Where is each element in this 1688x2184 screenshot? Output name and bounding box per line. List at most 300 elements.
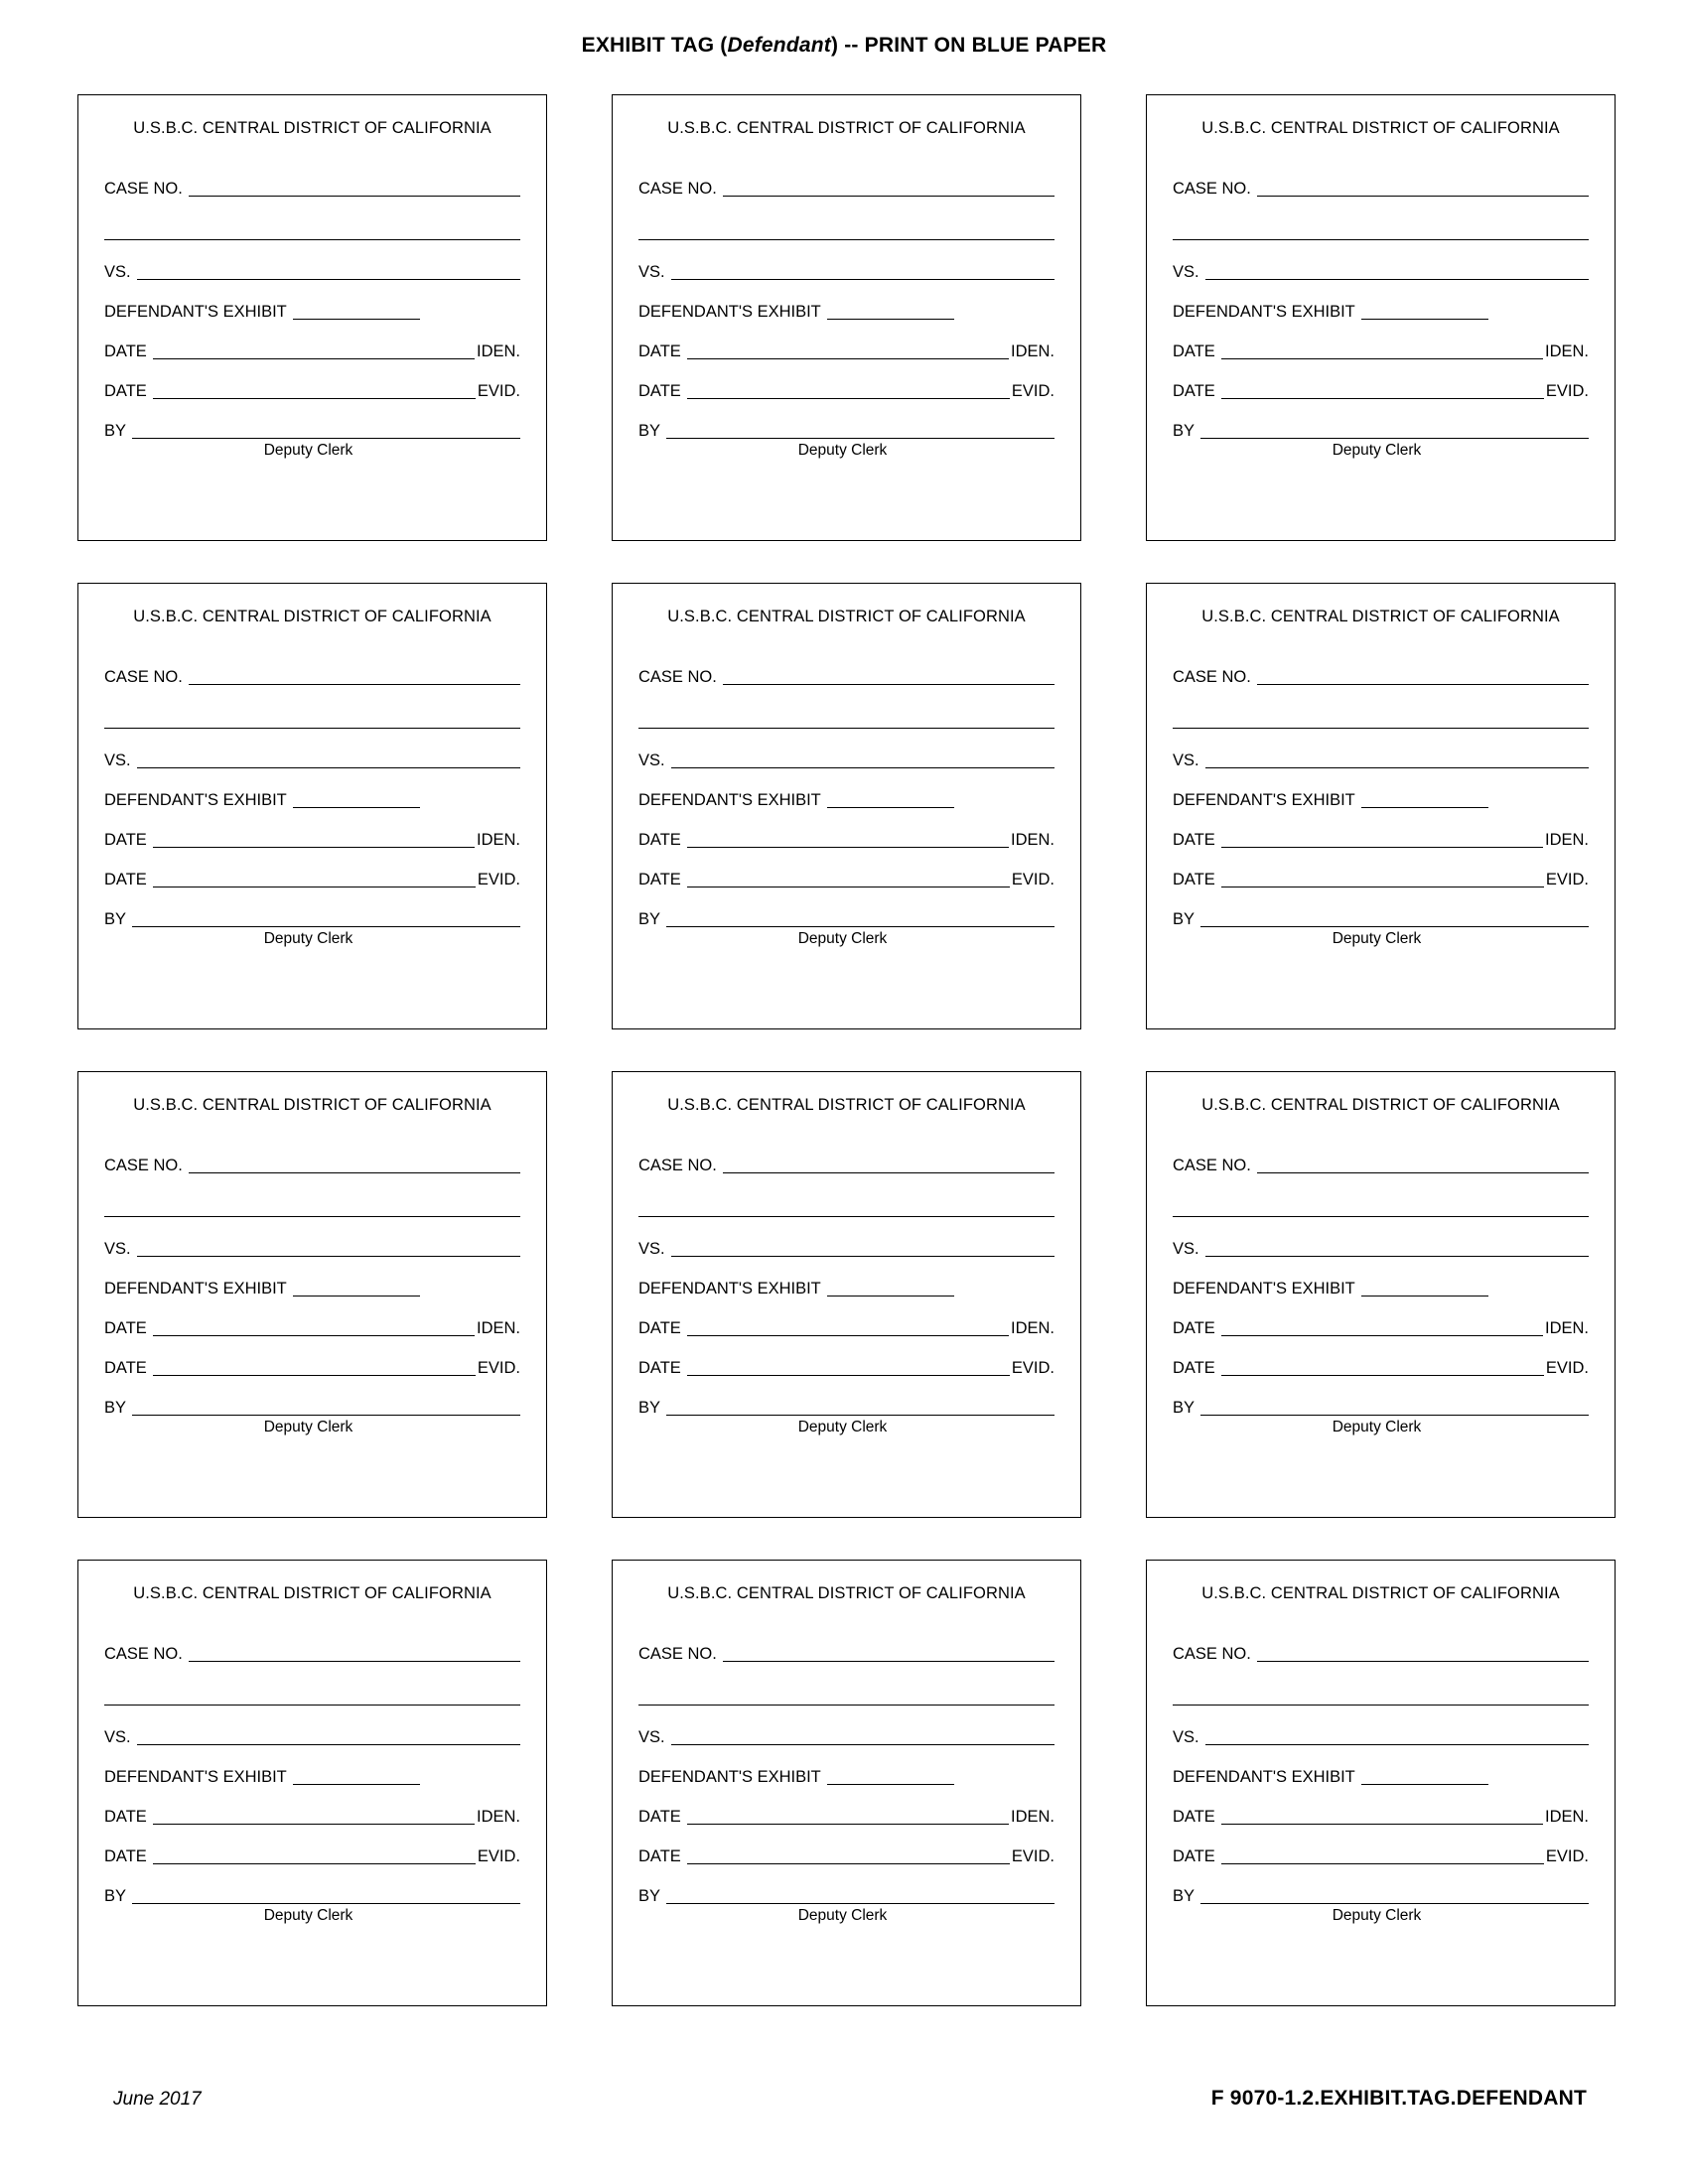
by-signature-field[interactable] — [1200, 1889, 1589, 1904]
date-evid-label: DATE — [1173, 381, 1215, 400]
exhibit-label: DEFENDANT'S EXHIBIT — [104, 302, 287, 321]
date-evid-row — [1173, 359, 1589, 399]
vs-row — [1173, 1217, 1589, 1257]
evid-label: EVID. — [477, 1846, 520, 1865]
date-evid-row — [104, 1825, 520, 1864]
vs-label: VS. — [104, 262, 131, 281]
case-no-row — [638, 645, 1055, 685]
by-row — [104, 1864, 520, 1904]
by-row — [104, 399, 520, 439]
deputy-clerk-caption: Deputy Clerk — [1332, 930, 1422, 947]
tag-court-heading: U.S.B.C. CENTRAL DISTRICT OF CALIFORNIA — [1201, 608, 1560, 625]
case-no-field[interactable] — [723, 1159, 1055, 1173]
date-iden-label: DATE — [1173, 830, 1215, 849]
vs-row — [1173, 729, 1589, 768]
date-iden-label: DATE — [104, 341, 147, 360]
date-iden-field[interactable] — [687, 833, 1009, 848]
page-title-italic: Defendant — [727, 34, 831, 57]
iden-label: IDEN. — [476, 1807, 520, 1826]
vs-field[interactable] — [671, 265, 1055, 280]
iden-label: IDEN. — [476, 341, 520, 360]
by-label: BY — [104, 421, 127, 440]
exhibit-label: DEFENDANT'S EXHIBIT — [1173, 1767, 1355, 1786]
case-no-continuation-field[interactable] — [638, 1691, 1055, 1706]
case-no-field[interactable] — [189, 182, 520, 197]
case-no-row — [638, 1134, 1055, 1173]
case-no-continuation-field[interactable] — [1173, 1202, 1589, 1217]
vs-label: VS. — [104, 1239, 131, 1258]
date-evid-label: DATE — [638, 1846, 681, 1865]
case-no-label: CASE NO. — [104, 667, 183, 686]
footer-date: June 2017 — [113, 2089, 202, 2110]
iden-label: IDEN. — [1010, 1318, 1055, 1337]
case-no-field[interactable] — [1257, 1159, 1589, 1173]
evid-label: EVID. — [1011, 870, 1055, 888]
case-no-continuation-row — [638, 685, 1055, 729]
vs-row — [104, 1706, 520, 1745]
by-signature-field[interactable] — [132, 1889, 520, 1904]
exhibit-label: DEFENDANT'S EXHIBIT — [638, 302, 821, 321]
exhibit-tag — [1146, 1560, 1616, 2006]
date-iden-row — [104, 1785, 520, 1825]
deputy-clerk-caption: Deputy Clerk — [797, 442, 888, 459]
date-iden-label: DATE — [638, 1807, 681, 1826]
date-iden-field[interactable] — [1221, 833, 1543, 848]
case-no-continuation-field[interactable] — [638, 714, 1055, 729]
date-iden-field[interactable] — [1221, 1321, 1543, 1336]
vs-row — [104, 1217, 520, 1257]
tag-court-heading: U.S.B.C. CENTRAL DISTRICT OF CALIFORNIA — [1201, 1584, 1560, 1602]
exhibit-tag — [77, 583, 547, 1029]
deputy-clerk-caption: Deputy Clerk — [263, 442, 353, 459]
vs-row — [1173, 240, 1589, 280]
iden-label: IDEN. — [1544, 1807, 1589, 1826]
date-evid-field[interactable] — [687, 1361, 1010, 1376]
by-row — [638, 399, 1055, 439]
iden-label: IDEN. — [476, 1318, 520, 1337]
by-signature-field[interactable] — [132, 1401, 520, 1416]
exhibit-field[interactable] — [293, 305, 420, 320]
case-no-continuation-row — [638, 1173, 1055, 1217]
page-title — [77, 34, 1611, 58]
exhibit-field[interactable] — [293, 1282, 420, 1297]
date-evid-label: DATE — [104, 870, 147, 888]
tag-court-heading: U.S.B.C. CENTRAL DISTRICT OF CALIFORNIA — [667, 1584, 1026, 1602]
date-evid-row — [104, 359, 520, 399]
case-no-label: CASE NO. — [1173, 179, 1251, 198]
by-row — [1173, 1864, 1589, 1904]
iden-label: IDEN. — [1544, 830, 1589, 849]
evid-label: EVID. — [1011, 1358, 1055, 1377]
vs-label: VS. — [1173, 751, 1199, 769]
vs-field[interactable] — [137, 265, 520, 280]
case-no-field[interactable] — [723, 670, 1055, 685]
exhibit-tag — [612, 1560, 1081, 2006]
exhibit-row — [104, 768, 520, 808]
exhibit-row — [638, 1257, 1055, 1297]
exhibit-row — [1173, 1745, 1589, 1785]
case-no-field[interactable] — [1257, 1647, 1589, 1662]
exhibit-tag — [1146, 583, 1616, 1029]
vs-field[interactable] — [137, 1730, 520, 1745]
deputy-clerk-caption: Deputy Clerk — [1332, 442, 1422, 459]
evid-label: EVID. — [1545, 1358, 1589, 1377]
date-evid-field[interactable] — [1221, 384, 1544, 399]
exhibit-row — [1173, 768, 1589, 808]
by-signature-field[interactable] — [1200, 424, 1589, 439]
exhibit-tag — [612, 94, 1081, 541]
evid-label: EVID. — [1545, 381, 1589, 400]
exhibit-label: DEFENDANT'S EXHIBIT — [638, 1279, 821, 1297]
date-iden-row — [638, 320, 1055, 359]
case-no-field[interactable] — [1257, 670, 1589, 685]
date-iden-field[interactable] — [687, 1321, 1009, 1336]
by-label: BY — [638, 1398, 661, 1417]
date-iden-row — [104, 808, 520, 848]
date-evid-field[interactable] — [1221, 1361, 1544, 1376]
date-evid-field[interactable] — [1221, 1849, 1544, 1864]
deputy-clerk-caption: Deputy Clerk — [263, 1907, 353, 1924]
date-evid-field[interactable] — [153, 1361, 476, 1376]
date-iden-label: DATE — [104, 1318, 147, 1337]
exhibit-label: DEFENDANT'S EXHIBIT — [638, 790, 821, 809]
vs-label: VS. — [638, 1727, 665, 1746]
case-no-continuation-field[interactable] — [638, 225, 1055, 240]
vs-field[interactable] — [1205, 1242, 1589, 1257]
date-iden-field[interactable] — [687, 1810, 1009, 1825]
case-no-label: CASE NO. — [104, 1156, 183, 1174]
date-evid-field[interactable] — [687, 1849, 1010, 1864]
by-row — [1173, 887, 1589, 927]
exhibit-row — [104, 1257, 520, 1297]
case-no-label: CASE NO. — [104, 179, 183, 198]
case-no-row — [104, 645, 520, 685]
vs-label: VS. — [1173, 1727, 1199, 1746]
by-signature-field[interactable] — [666, 1889, 1055, 1904]
date-evid-label: DATE — [104, 1358, 147, 1377]
vs-field[interactable] — [671, 1730, 1055, 1745]
exhibit-tag — [77, 1071, 547, 1518]
iden-label: IDEN. — [1544, 1318, 1589, 1337]
case-no-row — [638, 157, 1055, 197]
exhibit-field[interactable] — [1361, 1770, 1488, 1785]
by-row — [638, 887, 1055, 927]
date-iden-label: DATE — [638, 1318, 681, 1337]
case-no-continuation-row — [638, 197, 1055, 240]
date-iden-label: DATE — [638, 341, 681, 360]
date-evid-label: DATE — [638, 381, 681, 400]
case-no-continuation-row — [104, 197, 520, 240]
vs-label: VS. — [1173, 1239, 1199, 1258]
by-row — [104, 887, 520, 927]
case-no-continuation-field[interactable] — [638, 1202, 1055, 1217]
date-evid-field[interactable] — [687, 384, 1010, 399]
date-iden-field[interactable] — [153, 1810, 475, 1825]
date-evid-row — [1173, 1336, 1589, 1376]
date-evid-field[interactable] — [687, 873, 1010, 887]
date-iden-row — [1173, 1785, 1589, 1825]
case-no-continuation-row — [1173, 1173, 1589, 1217]
vs-row — [638, 1706, 1055, 1745]
case-no-continuation-field[interactable] — [104, 714, 520, 729]
case-no-label: CASE NO. — [638, 1156, 717, 1174]
date-evid-label: DATE — [1173, 1358, 1215, 1377]
by-label: BY — [638, 421, 661, 440]
date-iden-row — [1173, 1297, 1589, 1336]
page-title-suffix: ) -- PRINT ON BLUE PAPER — [830, 34, 1107, 57]
exhibit-label: DEFENDANT'S EXHIBIT — [104, 1279, 287, 1297]
date-evid-label: DATE — [104, 381, 147, 400]
case-no-continuation-row — [1173, 197, 1589, 240]
evid-label: EVID. — [1545, 1846, 1589, 1865]
case-no-continuation-row — [638, 1662, 1055, 1706]
vs-field[interactable] — [1205, 1730, 1589, 1745]
vs-row — [638, 1217, 1055, 1257]
deputy-clerk-caption: Deputy Clerk — [1332, 1907, 1422, 1924]
vs-label: VS. — [104, 1727, 131, 1746]
vs-row — [1173, 1706, 1589, 1745]
by-label: BY — [638, 1886, 661, 1905]
case-no-label: CASE NO. — [638, 179, 717, 198]
exhibit-row — [104, 1745, 520, 1785]
exhibit-row — [638, 768, 1055, 808]
date-iden-label: DATE — [1173, 1318, 1215, 1337]
by-row — [1173, 399, 1589, 439]
case-no-continuation-row — [104, 1173, 520, 1217]
exhibit-row — [1173, 1257, 1589, 1297]
by-row — [638, 1376, 1055, 1416]
date-iden-label: DATE — [104, 1807, 147, 1826]
iden-label: IDEN. — [1010, 341, 1055, 360]
vs-field[interactable] — [137, 1242, 520, 1257]
exhibit-field[interactable] — [827, 1770, 954, 1785]
evid-label: EVID. — [1011, 381, 1055, 400]
page-footer — [77, 2087, 1611, 2111]
exhibit-label: DEFENDANT'S EXHIBIT — [638, 1767, 821, 1786]
case-no-label: CASE NO. — [638, 667, 717, 686]
date-evid-row — [638, 848, 1055, 887]
by-label: BY — [1173, 1398, 1196, 1417]
tag-court-heading: U.S.B.C. CENTRAL DISTRICT OF CALIFORNIA — [1201, 119, 1560, 137]
case-no-continuation-row — [1173, 1662, 1589, 1706]
exhibit-label: DEFENDANT'S EXHIBIT — [104, 790, 287, 809]
date-evid-row — [638, 1336, 1055, 1376]
iden-label: IDEN. — [1544, 341, 1589, 360]
deputy-clerk-caption: Deputy Clerk — [797, 1907, 888, 1924]
by-row — [1173, 1376, 1589, 1416]
exhibit-tag — [1146, 1071, 1616, 1518]
deputy-clerk-caption: Deputy Clerk — [797, 1419, 888, 1435]
case-no-continuation-field[interactable] — [104, 1691, 520, 1706]
by-label: BY — [104, 1886, 127, 1905]
case-no-row — [104, 1134, 520, 1173]
by-row — [638, 1864, 1055, 1904]
exhibit-field[interactable] — [293, 1770, 420, 1785]
date-iden-row — [104, 320, 520, 359]
exhibit-row — [638, 1745, 1055, 1785]
case-no-row — [1173, 1134, 1589, 1173]
iden-label: IDEN. — [476, 830, 520, 849]
evid-label: EVID. — [1011, 1846, 1055, 1865]
footer-form-code: F 9070-1.2.EXHIBIT.TAG.DEFENDANT — [1210, 2087, 1587, 2110]
vs-row — [638, 240, 1055, 280]
vs-label: VS. — [104, 751, 131, 769]
case-no-continuation-field[interactable] — [104, 1202, 520, 1217]
exhibit-tag-grid — [77, 94, 1611, 2006]
by-signature-field[interactable] — [132, 912, 520, 927]
tag-court-heading: U.S.B.C. CENTRAL DISTRICT OF CALIFORNIA — [133, 1584, 492, 1602]
case-no-row — [104, 1622, 520, 1662]
case-no-continuation-row — [1173, 685, 1589, 729]
date-iden-field[interactable] — [153, 1321, 475, 1336]
date-evid-field[interactable] — [1221, 873, 1544, 887]
tag-court-heading: U.S.B.C. CENTRAL DISTRICT OF CALIFORNIA — [667, 1096, 1026, 1114]
case-no-field[interactable] — [723, 1647, 1055, 1662]
exhibit-label: DEFENDANT'S EXHIBIT — [1173, 1279, 1355, 1297]
tag-court-heading: U.S.B.C. CENTRAL DISTRICT OF CALIFORNIA — [667, 608, 1026, 625]
vs-field[interactable] — [1205, 753, 1589, 768]
deputy-clerk-caption: Deputy Clerk — [263, 930, 353, 947]
deputy-clerk-caption: Deputy Clerk — [263, 1419, 353, 1435]
exhibit-label: DEFENDANT'S EXHIBIT — [104, 1767, 287, 1786]
date-evid-field[interactable] — [153, 873, 476, 887]
date-iden-label: DATE — [1173, 1807, 1215, 1826]
by-signature-field[interactable] — [666, 912, 1055, 927]
case-no-row — [1173, 1622, 1589, 1662]
date-iden-field[interactable] — [153, 344, 475, 359]
case-no-label: CASE NO. — [1173, 1156, 1251, 1174]
date-evid-row — [1173, 848, 1589, 887]
vs-field[interactable] — [671, 753, 1055, 768]
case-no-continuation-field[interactable] — [1173, 225, 1589, 240]
exhibit-field[interactable] — [1361, 793, 1488, 808]
date-iden-row — [104, 1297, 520, 1336]
iden-label: IDEN. — [1010, 830, 1055, 849]
vs-row — [638, 729, 1055, 768]
by-signature-field[interactable] — [1200, 912, 1589, 927]
case-no-label: CASE NO. — [104, 1644, 183, 1663]
deputy-clerk-caption: Deputy Clerk — [797, 930, 888, 947]
exhibit-tag — [77, 1560, 547, 2006]
case-no-field[interactable] — [1257, 182, 1589, 197]
date-iden-field[interactable] — [1221, 344, 1543, 359]
case-no-row — [1173, 157, 1589, 197]
exhibit-field[interactable] — [827, 1282, 954, 1297]
by-signature-field[interactable] — [666, 424, 1055, 439]
tag-court-heading: U.S.B.C. CENTRAL DISTRICT OF CALIFORNIA — [1201, 1096, 1560, 1114]
date-iden-field[interactable] — [687, 344, 1009, 359]
date-iden-row — [638, 808, 1055, 848]
exhibit-field[interactable] — [827, 793, 954, 808]
case-no-field[interactable] — [189, 670, 520, 685]
case-no-label: CASE NO. — [1173, 1644, 1251, 1663]
vs-field[interactable] — [137, 753, 520, 768]
case-no-row — [104, 157, 520, 197]
date-iden-field[interactable] — [1221, 1810, 1543, 1825]
by-row — [104, 1376, 520, 1416]
exhibit-label: DEFENDANT'S EXHIBIT — [1173, 790, 1355, 809]
tag-court-heading: U.S.B.C. CENTRAL DISTRICT OF CALIFORNIA — [667, 119, 1026, 137]
by-label: BY — [1173, 421, 1196, 440]
exhibit-row — [638, 280, 1055, 320]
date-evid-row — [638, 359, 1055, 399]
date-iden-field[interactable] — [153, 833, 475, 848]
vs-field[interactable] — [671, 1242, 1055, 1257]
date-evid-field[interactable] — [153, 1849, 476, 1864]
case-no-continuation-row — [104, 1662, 520, 1706]
date-evid-label: DATE — [104, 1846, 147, 1865]
date-evid-row — [638, 1825, 1055, 1864]
date-evid-row — [104, 848, 520, 887]
by-signature-field[interactable] — [132, 424, 520, 439]
case-no-field[interactable] — [723, 182, 1055, 197]
by-label: BY — [1173, 909, 1196, 928]
tag-court-heading: U.S.B.C. CENTRAL DISTRICT OF CALIFORNIA — [133, 1096, 492, 1114]
date-evid-row — [104, 1336, 520, 1376]
date-evid-label: DATE — [1173, 870, 1215, 888]
case-no-field[interactable] — [189, 1159, 520, 1173]
exhibit-field[interactable] — [1361, 1282, 1488, 1297]
case-no-row — [638, 1622, 1055, 1662]
tag-court-heading: U.S.B.C. CENTRAL DISTRICT OF CALIFORNIA — [133, 608, 492, 625]
case-no-continuation-row — [104, 685, 520, 729]
date-iden-label: DATE — [104, 830, 147, 849]
exhibit-label: DEFENDANT'S EXHIBIT — [1173, 302, 1355, 321]
by-label: BY — [104, 1398, 127, 1417]
evid-label: EVID. — [477, 1358, 520, 1377]
date-evid-label: DATE — [1173, 1846, 1215, 1865]
by-label: BY — [104, 909, 127, 928]
date-iden-label: DATE — [638, 830, 681, 849]
date-iden-row — [638, 1297, 1055, 1336]
vs-label: VS. — [638, 262, 665, 281]
vs-label: VS. — [638, 751, 665, 769]
evid-label: EVID. — [1545, 870, 1589, 888]
by-signature-field[interactable] — [666, 1401, 1055, 1416]
exhibit-row — [1173, 280, 1589, 320]
by-label: BY — [638, 909, 661, 928]
case-no-field[interactable] — [189, 1647, 520, 1662]
case-no-label: CASE NO. — [1173, 667, 1251, 686]
exhibit-tag — [1146, 94, 1616, 541]
vs-row — [104, 240, 520, 280]
exhibit-field[interactable] — [293, 793, 420, 808]
exhibit-field[interactable] — [1361, 305, 1488, 320]
case-no-row — [1173, 645, 1589, 685]
case-no-continuation-field[interactable] — [1173, 714, 1589, 729]
exhibit-field[interactable] — [827, 305, 954, 320]
exhibit-tag — [612, 583, 1081, 1029]
by-signature-field[interactable] — [1200, 1401, 1589, 1416]
date-iden-row — [1173, 808, 1589, 848]
case-no-continuation-field[interactable] — [1173, 1691, 1589, 1706]
iden-label: IDEN. — [1010, 1807, 1055, 1826]
evid-label: EVID. — [477, 381, 520, 400]
date-evid-label: DATE — [638, 870, 681, 888]
date-evid-field[interactable] — [153, 384, 476, 399]
date-evid-label: DATE — [638, 1358, 681, 1377]
deputy-clerk-caption: Deputy Clerk — [1332, 1419, 1422, 1435]
date-iden-row — [638, 1785, 1055, 1825]
exhibit-tag — [612, 1071, 1081, 1518]
date-iden-label: DATE — [1173, 341, 1215, 360]
case-no-continuation-field[interactable] — [104, 225, 520, 240]
vs-row — [104, 729, 520, 768]
date-iden-row — [1173, 320, 1589, 359]
page-title-prefix: EXHIBIT TAG ( — [581, 34, 728, 57]
exhibit-row — [104, 280, 520, 320]
vs-field[interactable] — [1205, 265, 1589, 280]
